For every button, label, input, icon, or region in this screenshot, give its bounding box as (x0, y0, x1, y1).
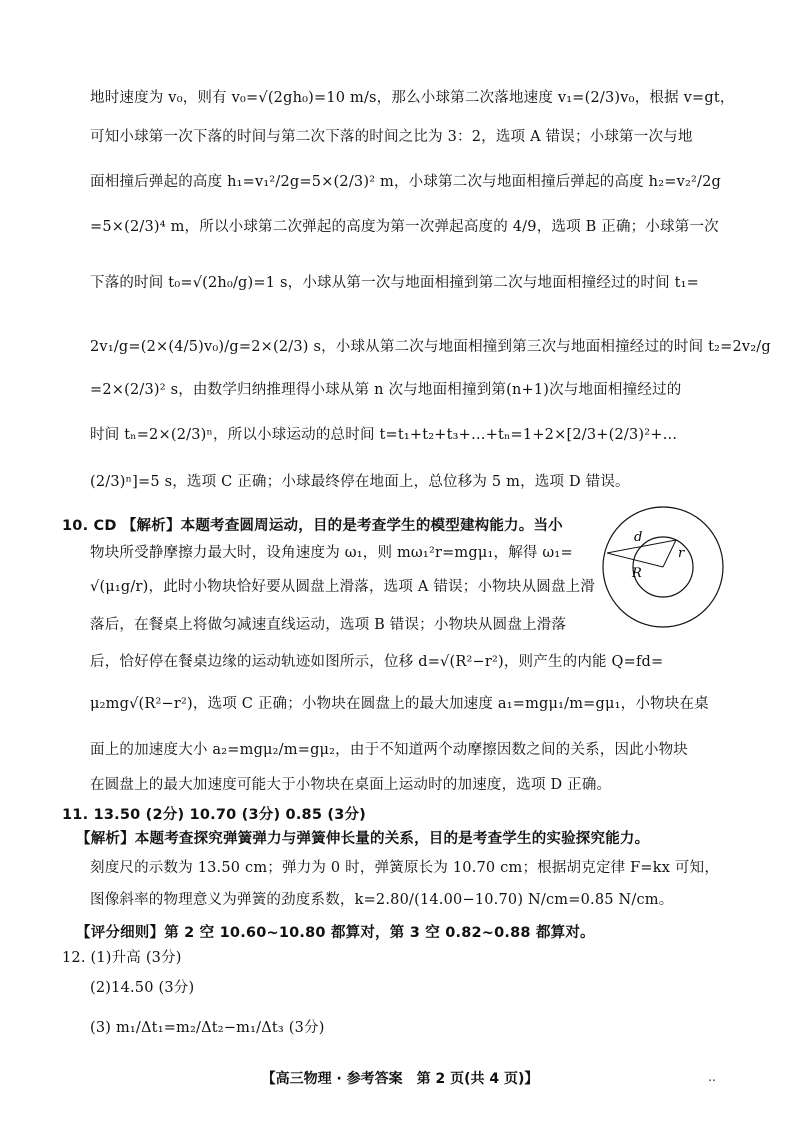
q12-part3: (3) m₁/Δt₁=m₂/Δt₂−m₁/Δt₃ (3分) (90, 1020, 325, 1036)
page-footer: 【高三物理 · 参考答案 第 2 页(共 4 页)】 (261, 1071, 539, 1087)
q12-part2: (2)14.50 (3分) (90, 980, 195, 996)
label-R: R (632, 566, 642, 581)
text-line: 图像斜率的物理意义为弹簧的劲度系数，k=2.80/(14.00−10.70) N/cm=0.85 N/cm。 (90, 892, 674, 908)
text-line: =2×(2/3)² s，由数学归纳推理得小球从第 n 次与地面相撞到第(n+1)次与地面相撞经过的 (90, 382, 682, 398)
text-line: 2v₁/g=(2×(4/5)v₀)/g=2×(2/3) s，小球从第二次与地面相撞到第三次与地面相撞经过的时间 t₂=2v₂/g (90, 339, 771, 355)
circle-diagram (598, 505, 728, 635)
text-line: 在圆盘上的最大加速度可能大于小物块在桌面上运动时的加速度，选项 D 正确。 (90, 777, 612, 793)
text-line: 落后，在餐桌上将做匀减速直线运动，选项 B 错误；小物块从圆盘上滑落 (90, 617, 567, 633)
q10-heading: 10. CD 【解析】本题考查圆周运动，目的是考查学生的模型建构能力。当小 (62, 518, 563, 534)
text-line: 面上的加速度大小 a₂=mgμ₂/m=gμ₂，由于不知道两个动摩擦因数之间的关系，因此小物块 (90, 742, 688, 758)
text-line: 刻度尺的示数为 13.50 cm；弹力为 0 时，弹簧原长为 10.70 cm；根据胡克定律 F=kx 可知， (90, 860, 720, 876)
text-line: μ₂mg√(R²−r²)，选项 C 正确；小物块在圆盘上的最大加速度 a₁=mgμ₁/m=gμ₁，小物块在桌 (90, 696, 709, 712)
text-line: 下落的时间 t₀=√(2h₀/g)=1 s，小球从第一次与地面相撞到第二次与地面相撞经过的时间 t₁= (90, 275, 700, 291)
text-line: (2/3)ⁿ]=5 s，选项 C 正确；小球最终停在地面上，总位移为 5 m，选项 D 错误。 (90, 474, 630, 490)
text-line: 地时速度为 v₀，则有 v₀=√(2gh₀)=10 m/s，那么小球第二次落地速度 v₁=(2/3)v₀，根据 v=gt， (90, 90, 735, 106)
q11-heading: 11. 13.50 (2分) 10.70 (3分) 0.85 (3分) (62, 807, 367, 823)
q12-part1: 12. (1)升高 (3分) (62, 950, 182, 966)
q11-scoring: 【评分细则】第 2 空 10.60~10.80 都算对，第 3 空 0.82~0.88 都算对。 (76, 925, 595, 941)
radius-r-line (663, 540, 676, 567)
text-line: 物块所受静摩擦力最大时，设角速度为 ω₁，则 mω₁²r=mgμ₁，解得 ω₁= (90, 545, 573, 561)
q11-analysis: 【解析】本题考查探究弹簧弹力与弹簧伸长量的关系，目的是考查学生的实验探究能力。 (76, 831, 650, 847)
text-line: 后，恰好停在餐桌边缘的运动轨迹如图所示，位移 d=√(R²−r²)，则产生的内能 Q=fd= (90, 654, 664, 670)
label-d: d (634, 530, 643, 545)
text-line: 面相撞后弹起的高度 h₁=v₁²/2g=5×(2/3)² m，小球第二次与地面相撞后弹起的高度 h₂=v₂²/2g (90, 174, 721, 190)
text-line: 可知小球第一次下落的时间与第二次下落的时间之比为 3：2，选项 A 错误；小球第一次与地 (90, 129, 693, 145)
text-line: √(μ₁g/r)，此时小物块恰好要从圆盘上滑落，选项 A 错误；小物块从圆盘上滑 (90, 579, 596, 595)
corner-mark: ‥ (708, 1070, 717, 1084)
text-line: =5×(2/3)⁴ m，所以小球第二次弹起的高度为第一次弹起高度的 4/9，选项 B 正确；小球第一次 (90, 219, 719, 235)
text-line: 时间 tₙ=2×(2/3)ⁿ，所以小球运动的总时间 t=t₁+t₂+t₃+…+tₙ=1+2×[2/3+(2/3)²+… (90, 427, 678, 443)
label-r: r (678, 546, 685, 561)
